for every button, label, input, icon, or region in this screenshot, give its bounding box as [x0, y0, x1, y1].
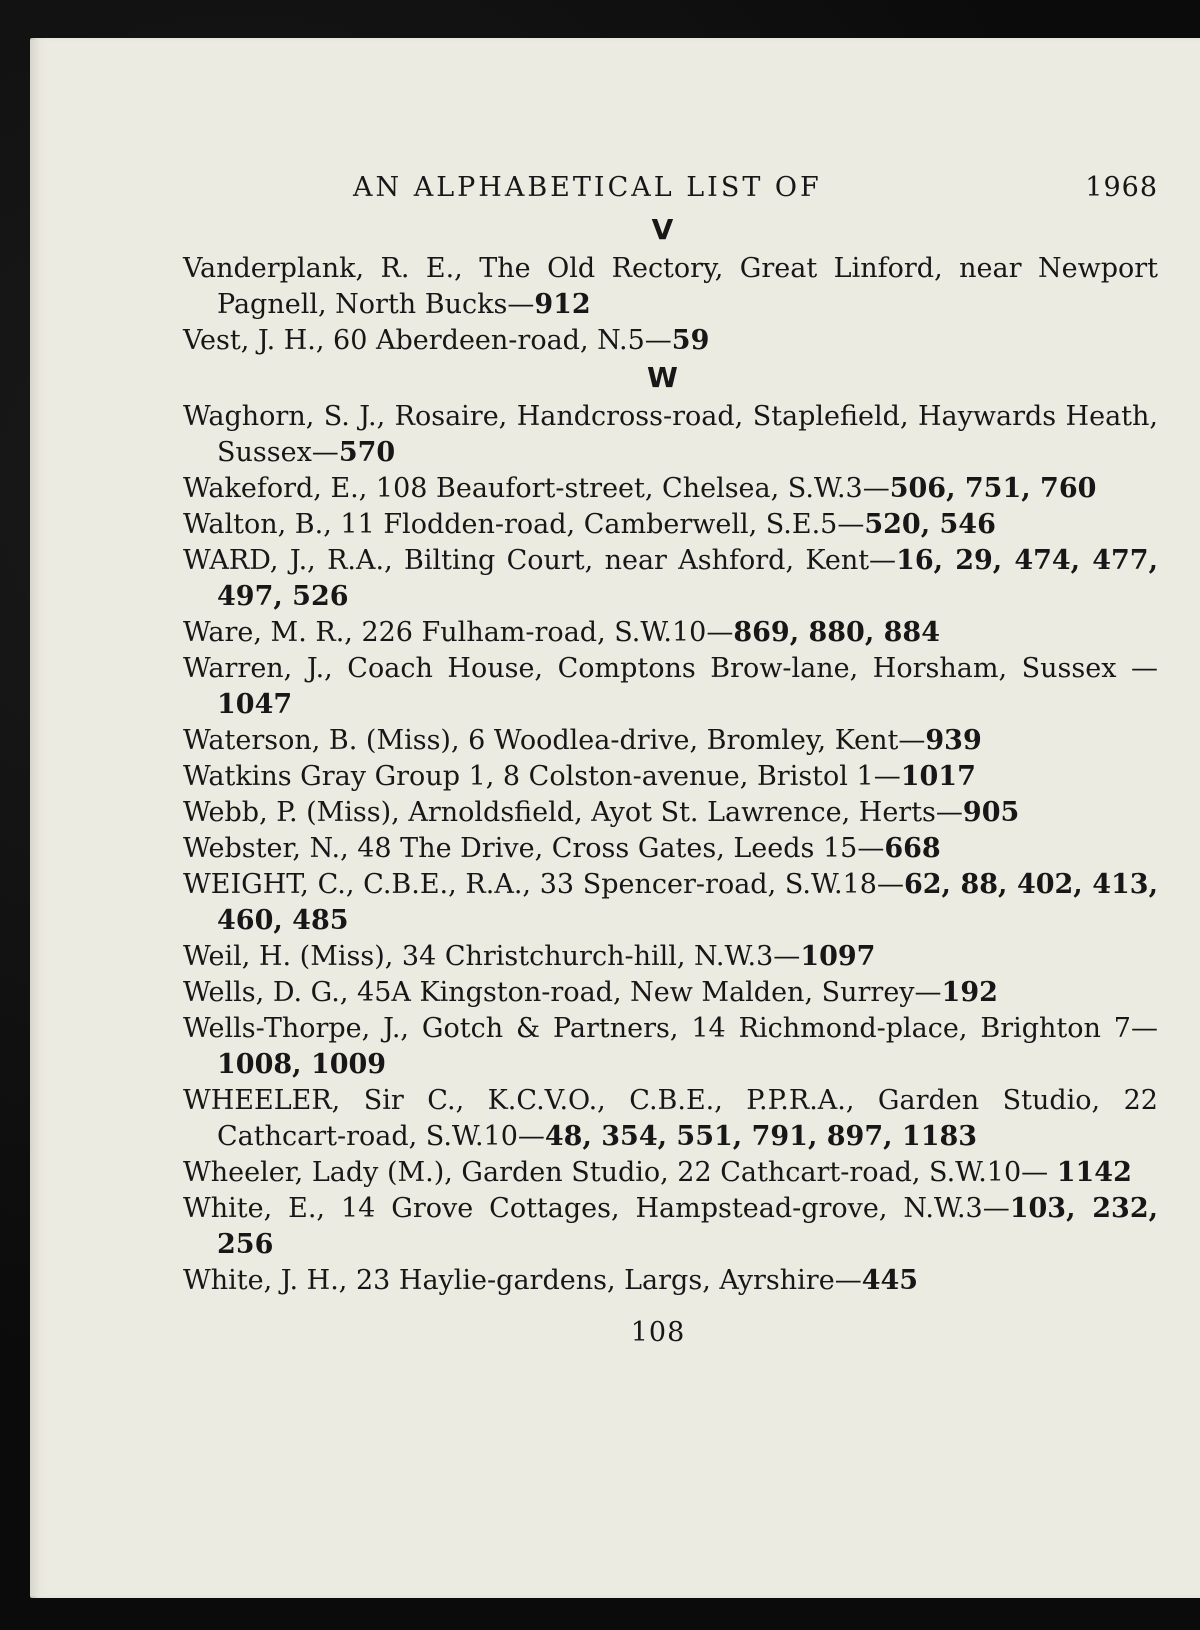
entry-numbers: 59 — [671, 325, 710, 356]
running-head — [353, 165, 1158, 211]
entry-numbers: 1008, 1009 — [217, 1049, 387, 1080]
entry-numbers: 912 — [534, 289, 591, 320]
list-entry: Vanderplank, R. E., The Old Rectory, Great Linford, near Newport Pagnell, North Bucks—912 — [183, 253, 1158, 320]
entry-numbers: 520, 546 — [864, 509, 996, 540]
entry-numbers: 869, 880, 884 — [733, 617, 941, 648]
entry-numbers: 445 — [861, 1265, 919, 1296]
running-head-title: AN ALPHABETICAL LIST OF — [353, 172, 822, 203]
list-entry: Waterson, B. (Miss), 6 Woodlea-drive, Bromley, Kent—939 — [183, 725, 982, 756]
entry-numbers: 1097 — [800, 941, 876, 972]
entry-numbers: 62, 88, 402, 413, 460, 485 — [217, 869, 1158, 936]
list-entry: Wells, D. G., 45A Kingston-road, New Malden, Surrey—192 — [183, 977, 998, 1008]
entry-numbers: 192 — [941, 977, 998, 1008]
list-entry: Ware, M. R., 226 Fulham-road, S.W.10—869, 880, 884 — [183, 617, 941, 648]
section-letter-w: W — [647, 361, 678, 394]
list-entry: Wells-Thorpe, J., Gotch & Partners, 14 Richmond-place, Brighton 7—1008, 1009 — [183, 1013, 1158, 1080]
entry-numbers: 103, 232, 256 — [217, 1193, 1158, 1260]
list-entry: Weil, H. (Miss), 34 Christchurch-hill, N.W.3—1097 — [183, 941, 876, 972]
list-entry: Watkins Gray Group 1, 8 Colston-avenue, Bristol 1—1017 — [183, 761, 976, 792]
list-entry: White, J. H., 23 Haylie-gardens, Largs, Ayrshire—445 — [183, 1265, 919, 1296]
entry-numbers: 16, 29, 474, 477, 497, 526 — [217, 545, 1158, 612]
entry-numbers: 506, 751, 760 — [889, 473, 1097, 504]
entry-numbers: 905 — [962, 797, 1020, 828]
list-entry: White, E., 14 Grove Cottages, Hampstead-grove, N.W.3—103, 232, 256 — [183, 1193, 1158, 1260]
running-head-year: 1968 — [1085, 172, 1158, 203]
entry-numbers: 1142 — [1056, 1157, 1132, 1188]
page-gutter-edge — [30, 40, 48, 1596]
entry-numbers: 1047 — [217, 689, 293, 720]
list-entry: Wakeford, E., 108 Beaufort-street, Chelsea, S.W.3—506, 751, 760 — [183, 473, 1097, 504]
entry-numbers: 939 — [925, 725, 982, 756]
list-entry: Wheeler, Lady (M.), Garden Studio, 22 Cathcart-road, S.W.10— 1142 — [183, 1157, 1132, 1188]
list-entry: Waghorn, S. J., Rosaire, Handcross-road, Staplefield, Haywards Heath, Sussex—570 — [183, 401, 1158, 468]
page-text-block — [183, 165, 1158, 1351]
list-entry: Webb, P. (Miss), Arnoldsfield, Ayot St. Lawrence, Herts—905 — [183, 797, 1020, 828]
section-letter-v: V — [651, 213, 674, 246]
entry-numbers: 570 — [338, 437, 396, 468]
list-entry: Webster, N., 48 The Drive, Cross Gates, Leeds 15—668 — [183, 833, 941, 864]
entry-numbers: 48, 354, 551, 791, 897, 1183 — [544, 1121, 978, 1152]
list-entry: Vest, J. H., 60 Aberdeen-road, N.5—59 — [183, 325, 710, 356]
list-entry: WARD, J., R.A., Bilting Court, near Ashford, Kent—16, 29, 474, 477, 497, 526 — [183, 545, 1158, 612]
entry-numbers: 668 — [884, 833, 941, 864]
list-entry: Warren, J., Coach House, Comptons Brow-lane, Horsham, Sussex —1047 — [183, 653, 1158, 720]
list-entry: WEIGHT, C., C.B.E., R.A., 33 Spencer-road, S.W.18—62, 88, 402, 413, 460, 485 — [183, 869, 1158, 936]
list-entry: Walton, B., 11 Flodden-road, Camberwell, S.E.5—520, 546 — [183, 509, 996, 540]
page-number: 108 — [630, 1317, 686, 1348]
list-entry: WHEELER, Sir C., K.C.V.O., C.B.E., P.P.R.A., Garden Studio, 22 Cathcart-road, S.W.10—48, 354, 551, 791, 897, 1183 — [183, 1085, 1158, 1152]
entry-numbers: 1017 — [900, 761, 976, 792]
